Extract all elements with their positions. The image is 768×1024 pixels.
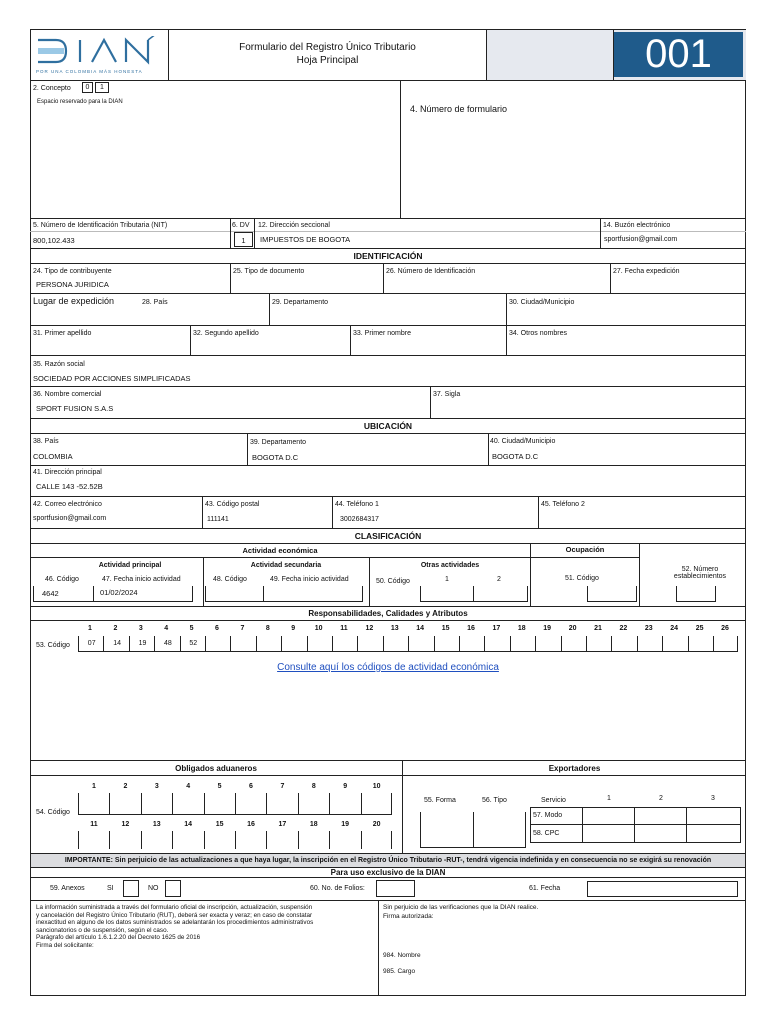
divider xyxy=(30,325,746,326)
resp-code-box[interactable] xyxy=(662,636,687,652)
razon-social-value[interactable]: SOCIEDAD POR ACCIONES SIMPLIFICADAS xyxy=(33,374,191,383)
actividad-economica-heading: Actividad económica xyxy=(242,546,318,555)
resp-number: 7 xyxy=(240,625,245,632)
resp-code-box[interactable] xyxy=(688,636,713,652)
aduanero-top-box[interactable] xyxy=(266,793,297,815)
aduanero-number: 11 xyxy=(90,821,98,828)
cpc58-label: 58. CPC xyxy=(533,830,560,837)
pais28-label: 28. País xyxy=(142,299,168,306)
aduanero-number: 4 xyxy=(186,783,191,790)
divider xyxy=(600,218,601,248)
verificaciones-text: Sin perjuicio de las verificaciones que la DIAN realice. xyxy=(383,904,539,911)
legal-line-2: y cancelación del Registro Único Tributario (RUT), deberá ser exacta y veraz; en caso de constatar xyxy=(36,911,313,919)
divider xyxy=(230,218,231,248)
divider xyxy=(30,386,746,387)
divider xyxy=(30,620,746,621)
aduanero-top-box[interactable] xyxy=(172,793,203,815)
resp-code-box[interactable] xyxy=(611,636,636,652)
actividad-secundaria-heading: Actividad secundaria xyxy=(250,562,322,569)
divider xyxy=(332,496,333,528)
aduanero-number: 14 xyxy=(184,821,193,828)
codigo50-label: 50. Código xyxy=(376,578,410,585)
aduanero-number: 7 xyxy=(280,783,285,790)
nombre-comercial-value[interactable]: SPORT FUSION S.A.S xyxy=(36,404,114,413)
divider xyxy=(30,248,746,249)
aduanero-bottom-box[interactable] xyxy=(361,831,392,849)
servicio-3-label: 3 xyxy=(711,795,715,802)
divider xyxy=(610,263,611,293)
resp-code-box[interactable] xyxy=(535,636,560,652)
resp-number: 25 xyxy=(695,625,704,632)
divider xyxy=(30,900,746,901)
resp-number: 20 xyxy=(568,625,577,632)
resp-code-box[interactable] xyxy=(256,636,281,652)
aduanero-bottom-box[interactable] xyxy=(172,831,203,849)
correo-value[interactable]: sportfusion@gmail.com xyxy=(33,515,107,522)
aduanero-bottom-box[interactable] xyxy=(298,831,329,849)
servicio-1-label: 1 xyxy=(607,795,611,802)
codigo48-box[interactable] xyxy=(205,586,263,602)
divider xyxy=(530,543,531,606)
legal-line-1: La información suministrada a través del formulario oficial de inscripción, actualización, suspensión xyxy=(36,904,313,911)
divider xyxy=(582,807,583,843)
divider xyxy=(30,231,746,232)
resp-code-box[interactable] xyxy=(484,636,509,652)
resp-number: 5 xyxy=(189,625,194,632)
resp-code-box[interactable] xyxy=(154,636,179,652)
nit-label: 5. Número de Identificación Tributaria (NIT) xyxy=(33,222,168,229)
divider xyxy=(30,496,746,497)
resp-code-value: 52 xyxy=(189,640,198,647)
aduanero-number: 13 xyxy=(152,821,161,828)
direccion-label: 41. Dirección principal xyxy=(33,469,102,476)
importante-text: IMPORTANTE: Sin perjuicio de las actualizaciones a que haya lugar, la inscripción en el Registro Único Tributario -RUT-, tendrá vigencia indefinida y en consecuencia no se exigirá su renovación xyxy=(64,857,712,864)
divider xyxy=(203,557,204,606)
aduanero-number: 18 xyxy=(309,821,318,828)
anexos-si-label: SI xyxy=(107,885,114,892)
logo-slogan: POR UNA COLOMBIA MÁS HONESTA xyxy=(36,69,143,74)
resp-code-box[interactable] xyxy=(510,636,535,652)
resp-code-value: 19 xyxy=(138,640,147,647)
lugar-label: Lugar de expedición xyxy=(33,296,115,306)
resp-code-box[interactable] xyxy=(205,636,230,652)
tipo-documento-label: 25. Tipo de documento xyxy=(233,268,305,275)
folios60-box[interactable] xyxy=(376,880,415,897)
aduanero-bottom-box[interactable] xyxy=(266,831,297,849)
resp-code-box[interactable] xyxy=(332,636,357,652)
resp-code-box[interactable] xyxy=(713,636,738,652)
resp-number: 24 xyxy=(670,625,679,632)
divider xyxy=(634,807,635,843)
modo57-label: 57. Modo xyxy=(533,812,563,819)
divider xyxy=(369,557,370,606)
divider xyxy=(400,80,401,218)
concepto-box-2[interactable]: 1 xyxy=(95,82,109,93)
resp-number: 4 xyxy=(164,625,169,632)
aduanero-number: 12 xyxy=(121,821,130,828)
aduanero-bottom-box[interactable] xyxy=(109,831,140,849)
tel1-value[interactable]: 3002684317 xyxy=(340,516,379,523)
resp-code-box[interactable] xyxy=(434,636,459,652)
aduanero-top-box[interactable] xyxy=(329,793,360,815)
legal-line-5: Parágrafo del artículo 1.6.1.2.20 del Decreto 1625 de 2016 xyxy=(36,934,201,941)
forma55-label: 55. Forma xyxy=(424,797,456,804)
divider xyxy=(686,807,687,843)
buzon-label: 14. Buzón electrónico xyxy=(603,222,671,229)
codigo54-label: 54. Código xyxy=(36,809,70,816)
resp-number: 11 xyxy=(340,625,348,632)
servicio-label: Servicio xyxy=(541,797,566,804)
firma-autorizada-label: Firma autorizada: xyxy=(383,913,434,920)
aduanero-bottom-box[interactable] xyxy=(141,831,172,849)
razon-social-label: 35. Razón social xyxy=(33,361,85,368)
servicio-2-label: 2 xyxy=(659,795,663,802)
cpc58-row[interactable] xyxy=(530,825,741,843)
fecha47-label: 47. Fecha inicio actividad xyxy=(102,576,181,583)
divider xyxy=(190,325,191,355)
aduanero-number: 9 xyxy=(343,783,348,790)
dian-use-heading: Para uso exclusivo de la DIAN xyxy=(330,868,446,877)
ubicacion-heading: UBICACIÓN xyxy=(363,421,413,431)
aduanero-number: 8 xyxy=(311,783,316,790)
divider xyxy=(30,760,746,761)
codigo46-label: 46. Código xyxy=(45,576,79,583)
resp-code-box[interactable] xyxy=(459,636,484,652)
resp-number: 6 xyxy=(215,625,219,632)
divider xyxy=(488,433,489,465)
codigo48-label: 48. Código xyxy=(213,576,247,583)
reserved-label: Espacio reservado para la DIAN xyxy=(37,99,123,105)
form-title-line2: Hoja Principal xyxy=(296,55,359,66)
divider xyxy=(30,528,746,529)
tel1-label: 44. Teléfono 1 xyxy=(335,501,379,508)
primer-apellido-label: 31. Primer apellido xyxy=(33,330,92,337)
aduanero-number: 1 xyxy=(92,783,96,790)
aduanero-top-box[interactable] xyxy=(141,793,172,815)
divider xyxy=(378,900,379,996)
codigo51-label: 51. Código xyxy=(565,575,599,582)
divider xyxy=(247,433,248,465)
anexos-si-box[interactable] xyxy=(123,880,139,897)
concepto-box-1[interactable]: 0 xyxy=(82,82,93,93)
cargo985-label: 985. Cargo xyxy=(383,968,416,975)
dv-box[interactable]: 1 xyxy=(234,232,253,247)
divider xyxy=(202,496,203,528)
resp-code-box[interactable] xyxy=(561,636,586,652)
aduanero-top-box[interactable] xyxy=(78,793,109,815)
establecimientos52-box[interactable] xyxy=(676,586,716,602)
seccional-label: 12. Dirección seccional xyxy=(258,222,330,229)
ciudad40-label: 40. Ciudad/Municipio xyxy=(490,438,556,445)
legal-line-3: inexactitud en alguno de los datos suministrados se adelantarán los procedimientos administrativos xyxy=(36,919,314,926)
resp-code-box[interactable] xyxy=(357,636,382,652)
divider xyxy=(639,543,640,606)
tipo56-label: 56. Tipo xyxy=(482,797,507,804)
nombre-comercial-label: 36. Nombre comercial xyxy=(33,391,102,398)
anexos-no-label: NO xyxy=(148,885,159,892)
identificacion-heading: IDENTIFICACIÓN xyxy=(353,251,423,261)
depto39-value[interactable]: BOGOTA D.C xyxy=(252,453,299,462)
aduanero-number: 17 xyxy=(278,821,287,828)
folios60-label: 60. No. de Folios: xyxy=(310,885,365,892)
dv-label: 6. DV xyxy=(232,222,250,229)
resp-code-box[interactable] xyxy=(103,636,128,652)
ciudad40-value[interactable]: BOGOTA D.C xyxy=(492,452,539,461)
ocupacion-heading: Ocupación xyxy=(565,545,605,554)
form-frame xyxy=(30,29,746,996)
fecha49-box[interactable] xyxy=(263,586,363,602)
aduanero-top-box[interactable] xyxy=(204,793,235,815)
divider xyxy=(30,293,746,294)
divider xyxy=(30,218,746,219)
resp-number: 15 xyxy=(441,625,450,632)
depto39-label: 39. Departamento xyxy=(250,439,307,446)
resp-number: 19 xyxy=(543,625,552,632)
actividad-principal-heading: Actividad principal xyxy=(98,562,162,569)
dian-logo-mark xyxy=(36,36,162,66)
aduanero-number: 2 xyxy=(123,783,128,790)
tel2-label: 45. Teléfono 2 xyxy=(541,501,585,508)
codigo46-box[interactable]: 4642 xyxy=(33,586,93,602)
resp-code-box[interactable] xyxy=(180,636,205,652)
resp-number: 17 xyxy=(492,625,501,632)
aduanero-number: 20 xyxy=(372,821,381,828)
aduanero-number: 10 xyxy=(372,783,381,790)
dian-logo xyxy=(36,36,162,76)
resp-code-box[interactable] xyxy=(383,636,408,652)
codigo51-box[interactable] xyxy=(587,586,637,602)
resp-code-box[interactable] xyxy=(637,636,662,652)
resp-number: 16 xyxy=(467,625,475,632)
divider xyxy=(402,760,403,853)
aduanero-top-box[interactable] xyxy=(235,793,266,815)
resp-number: 10 xyxy=(314,625,323,632)
fecha49-label: 49. Fecha inicio actividad xyxy=(270,576,349,583)
divider xyxy=(30,775,746,776)
resp-number: 1 xyxy=(88,625,92,632)
fecha61-box[interactable] xyxy=(587,881,738,897)
nit-value[interactable]: 800,102.433 xyxy=(33,236,75,245)
resp-code-box[interactable] xyxy=(281,636,306,652)
otras-2-label: 2 xyxy=(497,576,501,583)
legal-line-4: sancionatorios o de suspensión, según el caso. xyxy=(36,926,169,934)
aduanero-number: 5 xyxy=(217,783,222,790)
divider xyxy=(30,465,746,466)
otras-1-label: 1 xyxy=(445,576,449,583)
concepto-label: 2. Concepto xyxy=(33,85,71,92)
resp-number: 23 xyxy=(644,625,653,632)
anexos-no-box[interactable] xyxy=(165,880,181,897)
divider xyxy=(506,293,507,325)
divider xyxy=(254,218,255,248)
form-code-box: 001 xyxy=(614,32,743,77)
resp-number: 12 xyxy=(365,625,374,632)
codigos-actividad-link[interactable]: Consulte aquí los códigos de actividad económica xyxy=(277,662,499,673)
divider xyxy=(350,325,351,355)
divider xyxy=(30,80,746,81)
divider xyxy=(506,325,507,355)
divider xyxy=(230,263,231,293)
ciudad30-label: 30. Ciudad/Municipio xyxy=(509,299,575,306)
resp-number: 3 xyxy=(138,625,143,632)
divider xyxy=(473,812,474,848)
divider xyxy=(30,877,746,878)
depto29-label: 29. Departamento xyxy=(272,299,329,306)
responsabilidades-heading: Responsabilidades, Calidades y Atributos xyxy=(308,609,468,618)
seccional-value[interactable]: IMPUESTOS DE BOGOTA xyxy=(260,235,351,244)
aduanero-bottom-box[interactable] xyxy=(204,831,235,849)
resp-number: 8 xyxy=(265,625,270,632)
divider xyxy=(538,496,539,528)
divider xyxy=(30,355,746,356)
aduanero-number: 3 xyxy=(154,783,159,790)
correo-label: 42. Correo electrónico xyxy=(33,501,102,508)
resp-code-value: 48 xyxy=(163,640,172,647)
resp-code-box[interactable] xyxy=(586,636,611,652)
divider xyxy=(30,433,746,434)
divider xyxy=(430,386,431,418)
anexos59-label: 59. Anexos xyxy=(50,885,85,892)
fecha-expedicion-label: 27. Fecha expedición xyxy=(613,268,680,275)
resp-number: 21 xyxy=(594,625,602,632)
primer-nombre-label: 33. Primer nombre xyxy=(353,330,411,337)
divider xyxy=(269,293,270,325)
resp-code-box[interactable] xyxy=(307,636,332,652)
resp-number: 9 xyxy=(291,625,296,632)
resp-code-value: 07 xyxy=(87,640,96,647)
direccion-value[interactable]: CALLE 143 -52.52B xyxy=(36,482,103,491)
clasificacion-heading: CLASIFICACIÓN xyxy=(354,531,422,541)
resp-number: 14 xyxy=(416,625,425,632)
aduanero-bottom-box[interactable] xyxy=(329,831,360,849)
divider xyxy=(383,263,384,293)
resp-number: 18 xyxy=(517,625,526,632)
tipo-contribuyente-value[interactable]: PERSONA JURIDICA xyxy=(36,280,109,289)
aduanero-top-box[interactable] xyxy=(109,793,140,815)
establecimientos52-label: 52. Número establecimientos xyxy=(673,566,727,580)
form-title-line1: Formulario del Registro Único Tributario xyxy=(239,42,416,53)
aduanero-number: 6 xyxy=(249,783,253,790)
resp-code-box[interactable] xyxy=(408,636,433,652)
aduaneros-heading: Obligados aduaneros xyxy=(175,764,257,773)
resp-number: 22 xyxy=(619,625,628,632)
resp-number: 2 xyxy=(113,625,118,632)
sigla-label: 37. Sigla xyxy=(433,391,461,398)
aduanero-bottom-box[interactable] xyxy=(235,831,266,849)
numero-formulario-label: 4. Número de formulario xyxy=(410,104,508,114)
firma-solicitante-label: Firma del solicitante: xyxy=(36,941,94,949)
pais38-label: 38. País xyxy=(33,438,59,445)
codigo50-1-box[interactable] xyxy=(420,586,474,602)
aduanero-number: 19 xyxy=(341,821,350,828)
tipo-contribuyente-label: 24. Tipo de contribuyente xyxy=(33,268,112,275)
codigo50-2-box[interactable] xyxy=(474,586,528,602)
resp-code-value: 14 xyxy=(113,640,121,647)
otras-actividades-heading: Otras actividades xyxy=(420,562,480,569)
exportadores-heading: Exportadores xyxy=(548,764,601,773)
otros-nombres-label: 34. Otros nombres xyxy=(509,330,567,337)
resp-number: 13 xyxy=(390,625,399,632)
fecha61-label: 61. Fecha xyxy=(529,885,561,892)
fecha47-box[interactable]: 01/02/2024 xyxy=(93,586,193,602)
resp-code-box[interactable] xyxy=(129,636,154,652)
divider xyxy=(30,263,746,264)
nombre984-label: 984. Nombre xyxy=(383,952,421,959)
resp-number: 26 xyxy=(721,625,729,632)
numero-id-label: 26. Número de Identificación xyxy=(386,268,476,275)
resp-code-box[interactable] xyxy=(230,636,255,652)
postal-label: 43. Código postal xyxy=(205,501,260,508)
divider xyxy=(30,606,746,607)
postal-value[interactable]: 111141 xyxy=(207,516,229,523)
legal-text xyxy=(36,904,376,949)
codigo53-label: 53. Código xyxy=(36,642,70,649)
aduanero-bottom-box[interactable] xyxy=(78,831,109,849)
aduanero-number: 15 xyxy=(215,821,224,828)
aduanero-top-box[interactable] xyxy=(361,793,392,815)
segundo-apellido-label: 32. Segundo apellido xyxy=(193,330,259,337)
buzon-value[interactable]: sportfusion@gmail.com xyxy=(604,236,678,243)
aduanero-top-box[interactable] xyxy=(298,793,329,815)
divider xyxy=(30,418,746,419)
divider xyxy=(30,557,640,558)
aduanero-number: 16 xyxy=(247,821,255,828)
resp-code-box[interactable] xyxy=(78,636,103,652)
pais38-value[interactable]: COLOMBIA xyxy=(33,452,73,461)
